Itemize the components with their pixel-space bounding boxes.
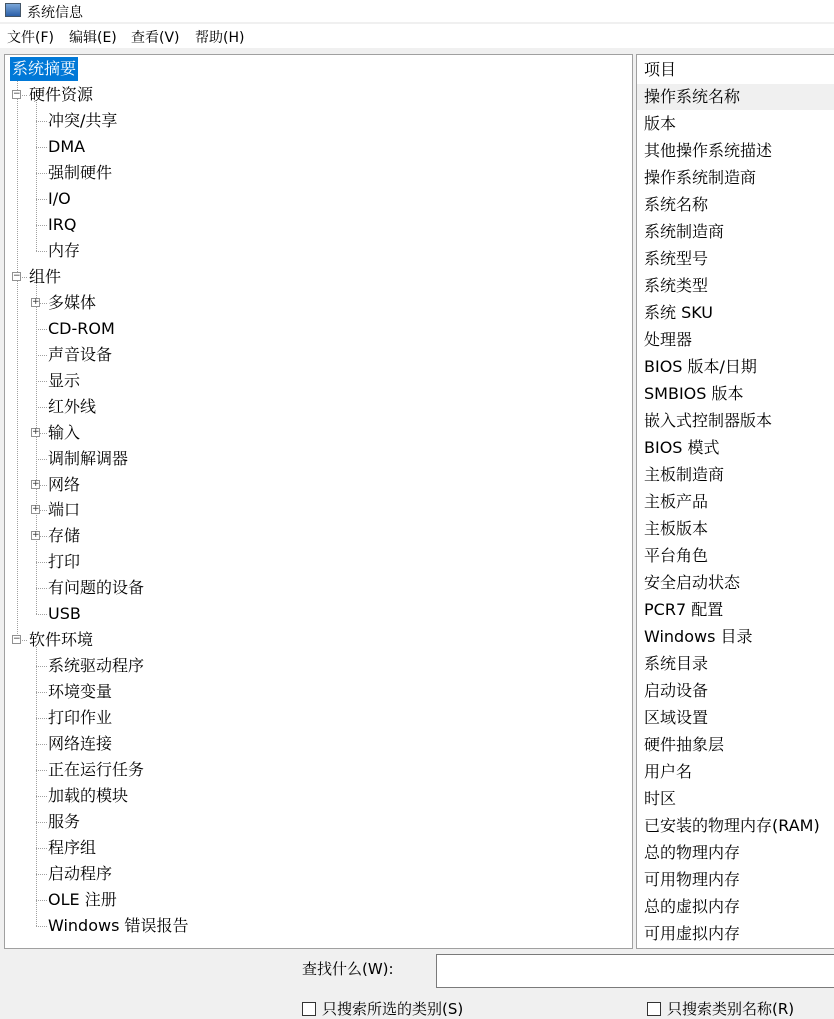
tree-item[interactable]: OLE 注册 bbox=[48, 890, 117, 910]
tree-connector bbox=[36, 822, 47, 823]
details-list-item[interactable]: 总的虚拟内存 bbox=[644, 897, 741, 916]
details-list-item[interactable]: 时区 bbox=[644, 789, 677, 808]
tree-item[interactable]: 端口 bbox=[48, 500, 81, 520]
tree-connector bbox=[36, 692, 47, 693]
tree-item[interactable]: 服务 bbox=[48, 812, 81, 832]
tree-connector bbox=[36, 900, 47, 901]
tree-connector bbox=[36, 199, 47, 200]
tree-item[interactable]: 冲突/共享 bbox=[48, 110, 118, 130]
system-info-app-icon bbox=[5, 3, 21, 17]
details-list-item[interactable]: 其他操作系统描述 bbox=[644, 141, 773, 160]
tree-item[interactable]: 正在运行任务 bbox=[48, 760, 145, 780]
details-list-item[interactable]: Windows 目录 bbox=[644, 627, 753, 646]
tree-connector bbox=[36, 874, 47, 875]
tree-connector bbox=[36, 645, 37, 926]
tree-item[interactable]: 有问题的设备 bbox=[48, 578, 145, 598]
checkbox-label: 只搜索所选的类别(S) bbox=[322, 1000, 464, 1018]
details-list-item[interactable]: 系统类型 bbox=[644, 276, 709, 295]
column-header-item[interactable]: 项目 bbox=[644, 60, 677, 79]
tree-item[interactable]: 系统驱动程序 bbox=[48, 656, 145, 676]
search-category-names-checkbox[interactable] bbox=[647, 998, 794, 1019]
expand-icon[interactable]: + bbox=[32, 504, 40, 515]
details-list-item[interactable]: BIOS 版本/日期 bbox=[644, 357, 757, 376]
checkbox-label: 只搜索类别名称(R) bbox=[667, 1000, 795, 1018]
menu-edit[interactable]: 编辑(E) bbox=[69, 30, 117, 46]
tree-connector bbox=[36, 926, 47, 927]
details-list-item[interactable]: 已安装的物理内存(RAM) bbox=[644, 816, 820, 835]
tree-connector bbox=[36, 121, 47, 122]
tree-connector bbox=[36, 173, 47, 174]
tree-item[interactable]: 输入 bbox=[48, 422, 81, 442]
tree-item[interactable]: 程序组 bbox=[48, 838, 97, 858]
tree-item[interactable]: 启动程序 bbox=[48, 864, 113, 884]
details-list-item[interactable]: 系统型号 bbox=[644, 249, 709, 268]
tree-item[interactable]: 声音设备 bbox=[48, 344, 113, 364]
tree-connector bbox=[36, 666, 47, 667]
details-list-item[interactable]: 版本 bbox=[644, 114, 677, 133]
tree-item[interactable]: 系统摘要 bbox=[10, 57, 78, 81]
collapse-icon[interactable]: − bbox=[13, 88, 21, 99]
tree-item[interactable]: 环境变量 bbox=[48, 682, 113, 702]
details-list-item[interactable]: 嵌入式控制器版本 bbox=[644, 411, 773, 430]
tree-item[interactable]: 打印 bbox=[48, 552, 81, 572]
tree-connector bbox=[36, 329, 47, 330]
tree-connector bbox=[36, 407, 47, 408]
tree-connector bbox=[36, 355, 47, 356]
expand-icon[interactable]: + bbox=[32, 296, 40, 307]
details-list-item[interactable]: 系统目录 bbox=[644, 654, 709, 673]
details-list-item[interactable]: 总的物理内存 bbox=[644, 843, 741, 862]
details-list-item[interactable]: PCR7 配置 bbox=[644, 600, 724, 619]
tree-item[interactable]: 软件环境 bbox=[29, 630, 94, 650]
details-list-item[interactable]: 操作系统名称 bbox=[637, 84, 834, 110]
tree-item[interactable]: 网络 bbox=[48, 474, 81, 494]
tree-connector bbox=[36, 100, 37, 251]
tree-connector bbox=[36, 718, 47, 719]
tree-item[interactable]: 硬件资源 bbox=[29, 84, 94, 104]
details-list-item[interactable]: 系统名称 bbox=[644, 195, 709, 214]
details-list-item[interactable]: 主板制造商 bbox=[644, 465, 725, 484]
checkbox-box[interactable] bbox=[302, 1002, 316, 1016]
tree-item[interactable]: 组件 bbox=[29, 266, 62, 286]
find-label: 查找什么(W): bbox=[302, 960, 394, 978]
expand-icon[interactable]: + bbox=[32, 426, 40, 437]
tree-connector bbox=[36, 770, 47, 771]
tree-item[interactable]: 加载的模块 bbox=[48, 786, 129, 806]
tree-item[interactable]: I/O bbox=[48, 188, 71, 208]
tree-connector bbox=[36, 848, 47, 849]
tree-connector bbox=[36, 251, 47, 252]
tree-connector bbox=[36, 459, 47, 460]
tree-item[interactable]: 强制硬件 bbox=[48, 162, 113, 182]
tree-item[interactable]: USB bbox=[48, 604, 81, 624]
collapse-icon[interactable]: − bbox=[13, 270, 21, 281]
details-list-item[interactable]: 处理器 bbox=[644, 330, 693, 349]
details-list[interactable] bbox=[636, 54, 834, 949]
details-list-item[interactable]: 系统 SKU bbox=[644, 303, 714, 322]
tree-item[interactable]: 内存 bbox=[48, 240, 81, 260]
menu-view[interactable]: 查看(V) bbox=[131, 30, 180, 46]
tree-item[interactable]: DMA bbox=[48, 136, 86, 156]
window-title: 系统信息 bbox=[27, 5, 83, 21]
search-selected-category-checkbox[interactable] bbox=[302, 998, 463, 1019]
tree-connector bbox=[36, 381, 47, 382]
details-list-item[interactable]: BIOS 模式 bbox=[644, 438, 720, 457]
tree-connector bbox=[36, 796, 47, 797]
tree-item[interactable]: 调制解调器 bbox=[48, 448, 129, 468]
details-list-item[interactable]: 系统制造商 bbox=[644, 222, 725, 241]
category-tree[interactable] bbox=[4, 54, 633, 949]
tree-item[interactable]: 存储 bbox=[48, 526, 81, 546]
collapse-icon[interactable]: − bbox=[13, 634, 21, 645]
details-list-item[interactable]: 平台角色 bbox=[644, 546, 709, 565]
tree-item[interactable]: IRQ bbox=[48, 214, 77, 234]
tree-item[interactable]: 多媒体 bbox=[48, 292, 97, 312]
tree-item[interactable]: 网络连接 bbox=[48, 734, 113, 754]
menu-bar bbox=[0, 24, 834, 48]
details-list-item[interactable]: 安全启动状态 bbox=[644, 573, 741, 592]
tree-connector bbox=[36, 562, 47, 563]
tree-item[interactable]: CD-ROM bbox=[48, 318, 115, 338]
menu-help[interactable]: 帮助(H) bbox=[195, 30, 245, 46]
checkbox-box[interactable] bbox=[647, 1002, 661, 1016]
details-list-item[interactable]: 用户名 bbox=[644, 762, 693, 781]
details-list-item[interactable]: SMBIOS 版本 bbox=[644, 384, 744, 403]
tree-connector bbox=[36, 744, 47, 745]
tree-connector bbox=[36, 588, 47, 589]
details-list-item[interactable]: 主板产品 bbox=[644, 492, 709, 511]
details-list-item[interactable]: 启动设备 bbox=[644, 681, 709, 700]
tree-connector bbox=[36, 147, 47, 148]
tree-connector bbox=[36, 282, 37, 615]
details-list-item[interactable]: 硬件抽象层 bbox=[644, 735, 725, 754]
tree-connector bbox=[36, 225, 47, 226]
find-input[interactable] bbox=[436, 954, 834, 988]
expand-icon[interactable]: + bbox=[32, 530, 40, 541]
expand-icon[interactable]: + bbox=[32, 478, 40, 489]
tree-connector bbox=[17, 77, 18, 640]
tree-item[interactable]: 打印作业 bbox=[48, 708, 113, 728]
tree-item[interactable]: Windows 错误报告 bbox=[48, 916, 189, 935]
details-list-item[interactable]: 可用物理内存 bbox=[644, 870, 741, 889]
tree-item[interactable]: 显示 bbox=[48, 370, 81, 390]
menu-file[interactable]: 文件(F) bbox=[7, 30, 54, 46]
details-list-item[interactable]: 区域设置 bbox=[644, 708, 709, 727]
title-bar bbox=[0, 0, 834, 22]
details-list-item[interactable]: 操作系统制造商 bbox=[644, 168, 757, 187]
tree-item[interactable]: 红外线 bbox=[48, 396, 97, 416]
details-list-item[interactable]: 可用虚拟内存 bbox=[644, 924, 741, 943]
details-list-item[interactable]: 主板版本 bbox=[644, 519, 709, 538]
tree-connector bbox=[36, 614, 47, 615]
